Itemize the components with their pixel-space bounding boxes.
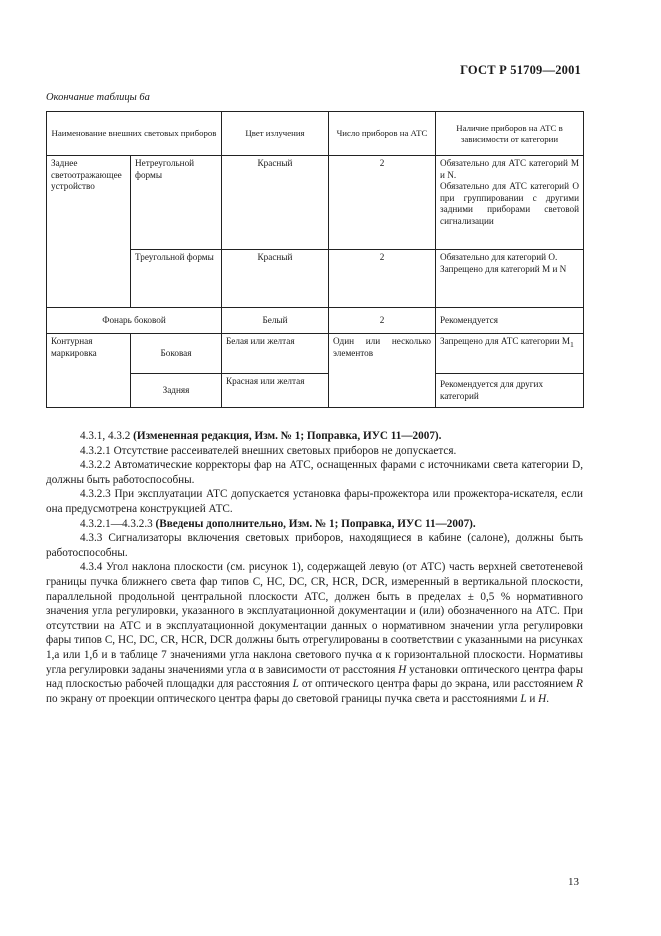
table-caption: Окончание таблицы 6а [46,92,150,103]
variable-l: L [520,692,527,705]
lighting-devices-table [46,111,584,408]
nontriangular-color: Красный [222,156,329,250]
triangular-presence [436,250,584,308]
text-run: . [546,692,550,705]
header-color: Цвет излучения [222,112,329,156]
paragraph: 4.3.3 Сигнализаторы включения световых приборов, находящиеся в кабине (салоне), должны быть работоспособны. [46,532,583,559]
table-row [47,156,584,250]
paragraph: 4.3.2.1 Отсутствие рассеивателей внешних световых приборов не допускается. [80,444,457,457]
triangular-count: 2 [329,250,436,308]
paragraph [46,517,583,532]
contour-count: Один или несколько элементов [329,334,436,408]
table-row [47,334,584,374]
variable-h: Н [538,692,547,705]
paragraph [46,429,583,444]
header-presence: Наличие приборов на АТС в зависимости от категории [436,112,584,156]
contour-rear-color: Красная или желтая [222,374,329,408]
triangular-color: Красный [222,250,329,308]
category-subscript: 1 [570,339,574,349]
presence-line: Запрещено для категорий М и N [440,263,567,274]
rear-reflector-label: Заднее светоотражающее устройство [47,156,131,308]
variable-l: L [292,678,299,691]
nontriangular-presence [436,156,584,250]
text-run: 4.3.4 Угол наклона плоскости (см. рисунок 1), содержащей левую (от АТС) часть верхней светотеневой границы пучка ближнего света фар типов С, НС, DC, CR, HCR, DCR, измеренный в вертикальной плоскости, параллельной продольной центральной плоскости АТС, должен быть в пределах ± 0,5 % нормативного значения угла регулировки, указанного в эксплуатационной документации и (или) обозначенного на АТС. При отсутствии на АТС и в эксплуатационной документации данных о нормативном значении угла регулировки фары типов С, НС, DC, CR, HCR, DCR должны быть отрегулированы в соответствии с указанными на рисунках 1,а или 1,б и в таблице 7 значениями угла наклона светового пучка α к горизонтальной плоскости. Нормативы угла регулировки заданы значениями угла α в зависимости от расстояния [46,561,583,676]
header-name: Наименование внешних световых приборов [47,112,222,156]
paragraph: 4.3.2.2 Автоматические корректоры фар на АТС, оснащенных фарами с источниками света категории D, должны быть работоспособны. [46,459,583,486]
side-lamp-color: Белый [222,308,329,334]
triangular-form: Треугольной формы [131,250,222,308]
standard-header: ГОСТ Р 51709—2001 [460,63,581,77]
table-row [47,308,584,334]
variable-h: Н [398,663,407,676]
amendment-note: (Измененная редакция, Изм. № 1; Поправка, ИУС 11—2007). [133,430,442,442]
text-run: установки оптического центра фары над плоскостью рабочей площадки для расстояния [46,663,584,691]
presence-line: Обязательно для АТС категорий О при группировании с другими задними приборами световой сигнализации [440,181,579,226]
contour-rear-form: Задняя [131,374,222,408]
paragraph [46,560,583,706]
side-lamp-count: 2 [329,308,436,334]
presence-line: Обязательно для АТС категорий М и N. [440,158,579,180]
contour-marking-label: Контурная маркировка [47,334,131,408]
contour-side-form: Боковая [131,334,222,374]
clause-number: 4.3.2.1—4.3.2.3 [80,517,153,530]
body-text [46,429,583,706]
side-lamp-presence: Рекомендуется [436,308,584,334]
presence-line: Обязательно для категорий О. [440,252,558,262]
clause-number: 4.3.1, 4.3.2 [80,430,131,442]
side-lamp-label: Фонарь боковой [47,308,222,334]
page-number: 13 [568,876,579,888]
header-count: Число приборов на АТС [329,112,436,156]
nontriangular-form: Нетреугольной формы [131,156,222,250]
paragraph: 4.3.2.3 При эксплуатации АТС допускается установка фары-прожектора или прожектора-искателя, если она предусмотрена конструкцией АТС. [46,488,583,515]
nontriangular-count: 2 [329,156,436,250]
text-run: от оптического центра фары до экрана, или расстоянием [298,678,577,691]
text-run: по экрану от проекции оптического центра фары до световой границы пучка света и расстояниями [46,692,521,705]
amendment-note: (Введены дополнительно, Изм. № 1; Поправка, ИУС 11—2007). [155,517,476,530]
contour-side-presence [436,334,584,374]
contour-rear-presence: Рекомендуется для других категорий [436,374,584,408]
text-run: и [526,692,539,705]
contour-side-color: Белая или желтая [222,334,329,374]
presence-text: Запрещено для АТС категории М [440,336,571,346]
variable-r: R [576,678,583,691]
table-header-row [47,112,584,156]
